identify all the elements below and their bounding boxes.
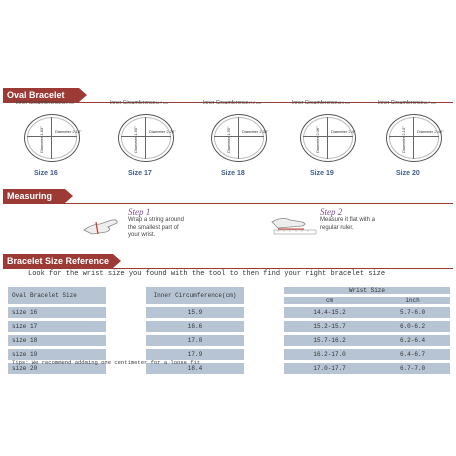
cell-inner: 15.9 <box>146 307 244 318</box>
diameter-horizontal-label: Diameter 2.46" <box>417 129 444 134</box>
size-label: Size 19 <box>310 170 334 177</box>
cell-inch: 5.7-6.0 <box>375 307 450 318</box>
cell-size: size 17 <box>8 321 106 332</box>
measuring-guide-title: Measuring Guide <box>7 191 53 216</box>
cell-inner: 17.0 <box>146 335 244 346</box>
diameter-vertical-label: Diameter 2.06" <box>315 126 320 153</box>
table-row <box>8 321 450 332</box>
size-label: Size 16 <box>34 170 58 177</box>
oval-shape <box>118 114 174 162</box>
diameter-line-horizontal <box>214 136 264 137</box>
inner-circumference-label: Inner Circumference17.2 cm <box>203 100 261 106</box>
step-1-title: Step 1 <box>128 207 151 217</box>
diameter-line-vertical <box>413 117 414 159</box>
diameter-line-horizontal <box>303 136 353 137</box>
header-wrist: Wrist Size <box>284 287 450 294</box>
inner-circumference-label: Inner Circumference18.0 cm <box>292 100 350 106</box>
diameter-vertical-label: Diameter 1.95" <box>226 126 231 153</box>
step-1-desc: Wrap a string around the smallest part of your wrist. <box>128 217 184 238</box>
diameter-line-vertical <box>327 117 328 159</box>
cell-size: size 19 <box>8 349 106 360</box>
divider <box>3 203 453 204</box>
header-inch: inch <box>375 297 450 304</box>
cell-inch: 6.7-7.0 <box>375 363 450 374</box>
cell-cm: 17.0-17.7 <box>284 363 375 374</box>
inner-circumference-label: Inner Circumference16.7 cm <box>110 100 168 106</box>
header-inner: Inner Circumference(cm) <box>146 287 244 304</box>
size-label: Size 18 <box>221 170 245 177</box>
cell-size: size 20 <box>8 363 106 374</box>
step-2-title: Step 2 <box>320 207 343 217</box>
oval-size-card <box>16 100 96 184</box>
oval-shape <box>211 114 267 162</box>
cell-inch: 6.0-6.2 <box>375 321 450 332</box>
step-1 <box>128 207 188 240</box>
step-2 <box>320 207 380 232</box>
diameter-horizontal-label: Diameter 2.18" <box>55 129 82 134</box>
wrist-string-illustration <box>82 208 120 238</box>
table-row <box>8 307 450 318</box>
cell-cm: 16.2-17.0 <box>284 349 375 360</box>
table-header-row <box>8 287 450 294</box>
diameter-line-horizontal <box>121 136 171 137</box>
cell-inner: 18.4 <box>146 363 244 374</box>
oval-shape <box>24 114 80 162</box>
cell-inner: 16.6 <box>146 321 244 332</box>
header-size: Oval Bracelet Size <box>8 287 106 304</box>
cell-cm: 15.7-16.2 <box>284 335 375 346</box>
inner-circumference-label: Inner Circumference16.2 cm <box>16 100 74 106</box>
divider <box>3 268 453 269</box>
inner-circumference-label: Inner Circumference18.7 cm <box>378 100 436 106</box>
oval-size-card <box>110 100 190 184</box>
cell-inch: 6.2-6.4 <box>375 335 450 346</box>
oval-size-card <box>378 100 456 184</box>
diameter-vertical-label: Diameter 2.10" <box>401 126 406 153</box>
oval-size-card <box>203 100 283 184</box>
size-label: Size 17 <box>128 170 152 177</box>
cell-size: size 18 <box>8 335 106 346</box>
measuring-guide-banner <box>3 189 65 216</box>
ruler-illustration <box>268 208 306 238</box>
step-2-desc: Measure it flat with a regular ruler. <box>320 217 376 231</box>
cell-size: size 16 <box>8 307 106 318</box>
diameter-line-horizontal <box>27 136 77 137</box>
diameter-horizontal-label: Diameter 2.30" <box>242 129 269 134</box>
table-row <box>8 335 450 346</box>
reference-table-banner <box>3 254 113 281</box>
diameter-line-vertical <box>51 117 52 159</box>
diameter-line-vertical <box>238 117 239 159</box>
diameter-vertical-label: Diameter 1.90" <box>133 126 138 153</box>
oval-size-card <box>292 100 372 184</box>
table-caption: Look for the wrist size you found with the tool to then find your right bracelet size <box>28 270 386 278</box>
reference-table-title: Bracelet Size Reference Table <box>7 256 110 281</box>
oval-shape <box>300 114 356 162</box>
cell-cm: 14.4-15.2 <box>284 307 375 318</box>
cell-cm: 15.2-15.7 <box>284 321 375 332</box>
diameter-line-vertical <box>145 117 146 159</box>
tips-note: Tips: We recommend addming one centimeter for a loose fit <box>12 359 201 366</box>
diameter-line-horizontal <box>389 136 439 137</box>
oval-shape <box>386 114 442 162</box>
cell-inner: 17.9 <box>146 349 244 360</box>
size-label: Size 20 <box>396 170 420 177</box>
diameter-horizontal-label: Diameter 2.4" <box>331 129 356 134</box>
diameter-vertical-label: Diameter 1.83" <box>39 126 44 153</box>
header-cm: cm <box>284 297 375 304</box>
diameter-horizontal-label: Diameter 2.24" <box>149 129 176 134</box>
oval-size-title: Oval Bracelet Size <box>7 90 65 115</box>
cell-inch: 6.4-6.7 <box>375 349 450 360</box>
